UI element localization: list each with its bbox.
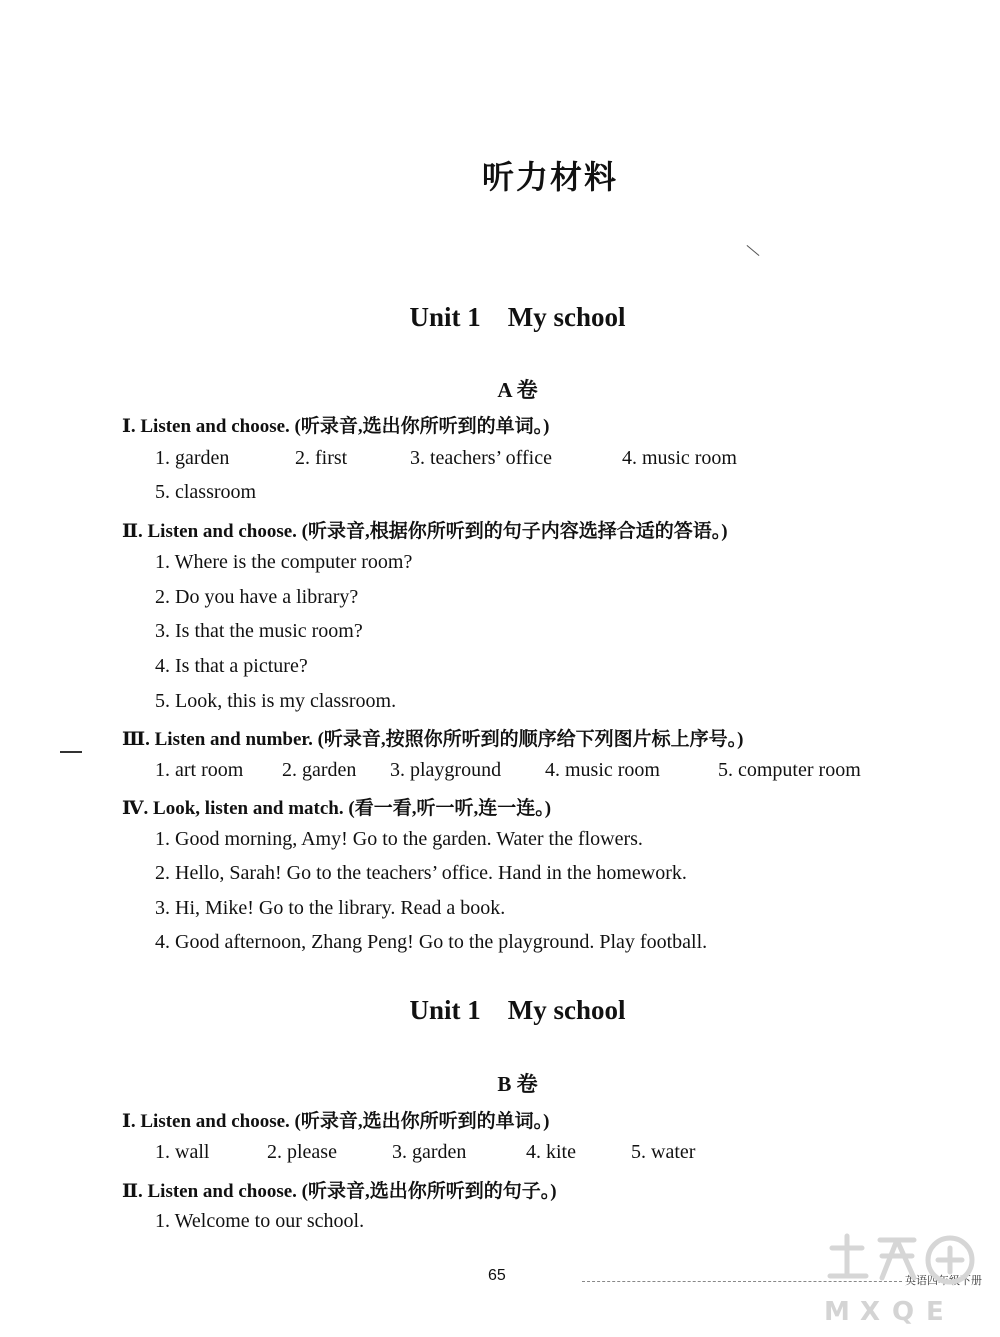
word-item: 4. music room [622, 447, 737, 469]
unit-b-title: Unit 1 My school [409, 995, 626, 1025]
svg-text:E: E [926, 1297, 944, 1327]
word-item: 5. water [631, 1141, 696, 1163]
sentence-item: 1. Where is the computer room? [155, 551, 413, 573]
sentence-item: 2. Hello, Sarah! Go to the teachers’ office. Hand in the homework. [155, 862, 687, 884]
word-item: 5. computer room [718, 759, 861, 781]
word-item: 3. teachers’ office [410, 447, 552, 469]
footer-book-title: 英语四年级下册 [905, 1274, 982, 1287]
word-item: 2. garden [282, 759, 357, 781]
unit-a-section-3-heading: Ⅲ. Listen and number. (听录音,按照你所听到的顺序给下列图片标上序号。) [122, 729, 744, 750]
sentence-item: 2. Do you have a library? [155, 586, 359, 608]
unit-a-section-1-row-1 [155, 447, 975, 470]
unit-a-section-4-heading: Ⅳ. Look, listen and match. (看一看,听一听,连一连。) [122, 798, 552, 819]
unit-a-section-1-row-2: 5. classroom [155, 481, 257, 503]
sentence-item: 4. Good afternoon, Zhang Peng! Go to the playground. Play football. [155, 931, 708, 953]
sentence-item: 3. Hi, Mike! Go to the library. Read a book. [155, 897, 506, 919]
sentence-item: 1. Welcome to our school. [155, 1210, 365, 1232]
sentence-item: 3. Is that the music room? [155, 620, 363, 642]
svg-text:Q: Q [892, 1297, 915, 1327]
unit-a-section-1-heading: Ⅰ. Listen and choose. (听录音,选出你所听到的单词。) [122, 416, 550, 437]
watermark-logo [822, 1228, 982, 1328]
unit-b-section-2-heading: Ⅱ. Listen and choose. (听录音,选出你所听到的句子。) [122, 1181, 557, 1202]
unit-a-title: Unit 1 My school [409, 302, 626, 332]
unit-b-paper-label: B 卷 [497, 1072, 538, 1096]
word-item: 3. playground [390, 759, 502, 781]
sentence-item: 1. Good morning, Amy! Go to the garden. Water the flowers. [155, 828, 643, 850]
word-item: 2. first [295, 447, 348, 469]
unit-b-section-1-heading: Ⅰ. Listen and choose. (听录音,选出你所听到的单词。) [122, 1111, 550, 1132]
unit-a-paper-label: A 卷 [497, 378, 538, 402]
svg-text:X: X [860, 1297, 881, 1327]
word-item: 1. garden [155, 447, 230, 469]
sentence-item: 4. Is that a picture? [155, 655, 308, 677]
word-item: 1. wall [155, 1141, 210, 1163]
margin-pen-mark [60, 751, 82, 753]
unit-b-section-1-row-1 [155, 1141, 975, 1164]
page-number: 65 [488, 1267, 506, 1284]
word-item: 1. art room [155, 759, 244, 781]
word-item: 3. garden [392, 1141, 467, 1163]
svg-text:M: M [824, 1297, 850, 1327]
unit-a-section-2-heading: Ⅱ. Listen and choose. (听录音,根据你所听到的句子内容选择合适的答语。) [122, 521, 728, 542]
page-title: 听力材料 [481, 158, 618, 196]
word-item: 4. kite [526, 1141, 576, 1163]
word-item: 4. music room [545, 759, 660, 781]
stray-pen-mark [747, 245, 760, 256]
sentence-item: 5. Look, this is my classroom. [155, 690, 397, 712]
word-item: 2. please [267, 1141, 337, 1163]
unit-a-section-3-row-1 [155, 759, 975, 782]
